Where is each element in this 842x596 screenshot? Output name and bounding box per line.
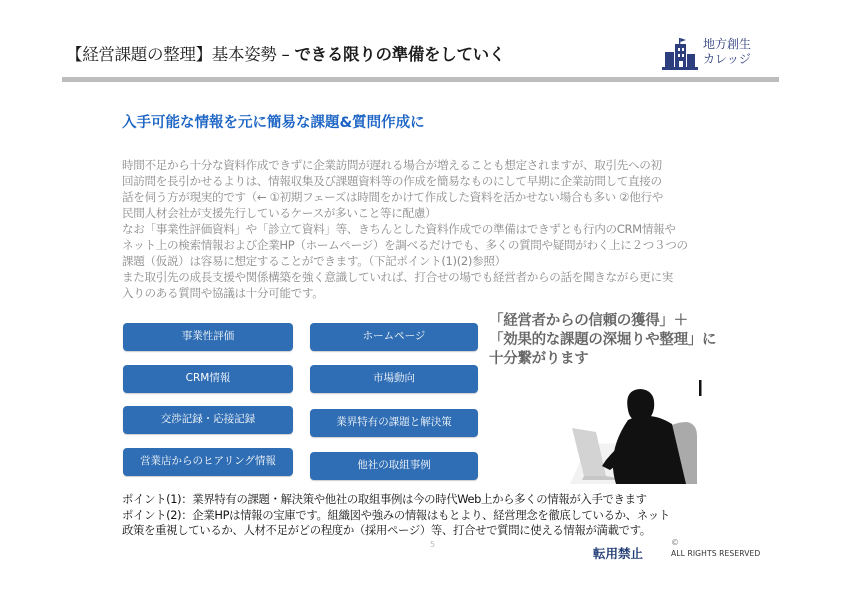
- source-box-branch-hearing: 営業店からのヒアリング情報: [123, 448, 293, 476]
- source-box-negotiation-records: 交渉記録・応接記録: [123, 406, 293, 434]
- slide-title-prefix: 【経営課題の整理】基本姿勢 –: [66, 45, 295, 64]
- point-line: 政策を重視しているか、人材不足がどの程度か（採用ページ）等、打合せで質問に使える情報が満載です。: [122, 523, 651, 537]
- callout-line: 「経営者からの信頼の獲得」＋: [489, 313, 688, 329]
- logo-wordmark: [703, 37, 751, 67]
- body-line: 課題（仮説）は容易に想定することができます。（下記ポイント(1)(2)参照）: [122, 254, 506, 268]
- callout-text: [489, 312, 716, 369]
- point-line: ポイント(1)：業界特有の課題・解決策や他社の取組事例は今の時代Web上から多くの情報が入手できます: [122, 492, 647, 506]
- building-flag-icon: [662, 38, 698, 70]
- key-points: [122, 492, 670, 539]
- body-line: 時間不足から十分な資料作成できずに企業訪問が遅れる場合が増えることも想定されますが、取引先への初: [122, 158, 662, 172]
- source-box-competitor-cases: 他社の取組事例: [310, 452, 478, 480]
- logo-line-2: カレッジ: [703, 52, 751, 66]
- body-line: 民間人材会社が支援先行しているケースが多いこと等に配慮）: [122, 206, 437, 220]
- source-box-crm: CRM情報: [123, 365, 293, 393]
- source-box-homepage: ホームページ: [310, 323, 478, 351]
- reuse-prohibited-label: 転用禁止: [593, 546, 644, 561]
- body-line: ネット上の検索情報および企業HP（ホームページ）を調べるだけでも、多くの質問や疑問がわく上に２つ３つの: [122, 238, 688, 252]
- body-line: 話を伺う方が現実的です（← ①初期フェーズは時間をかけて作成した資料を活かせない場合も多い ②他行や: [122, 190, 663, 204]
- slide-title: [66, 41, 505, 65]
- copyright-symbol: ©: [671, 538, 679, 547]
- source-box-business-evaluation: 事業性評価: [123, 323, 293, 351]
- callout-line: 「効果的な課題の深堀りや整理」に: [489, 332, 717, 348]
- rights-reserved: ALL RIGHTS RESERVED: [671, 549, 761, 558]
- section-heading: 入手可能な情報を元に簡易な課題&質問作成に: [122, 115, 425, 131]
- source-box-market-trends: 市場動向: [310, 365, 478, 393]
- header-divider: [62, 77, 779, 82]
- logo-line-1: 地方創生: [703, 37, 752, 51]
- person-at-laptop-silhouette: [566, 380, 702, 484]
- slide-title-emphasis: できる限りの準備をしていく: [294, 45, 506, 64]
- body-line: なお「事業性評価資料」や「診立て資料」等、きちんとした資料作成での準備はできずとも行内のCRM情報や: [122, 222, 676, 236]
- point-line: ポイント(2)：企業HPは情報の宝庫です。組織図や強みの情報はもとより、経営理念を徹底しているか、ネット: [122, 507, 670, 522]
- source-box-industry-issues: 業界特有の課題と解決策: [310, 409, 478, 437]
- body-line: 回訪問を長引かせるよりは、情報収集及び課題資料等の作成を簡易なものにして早期に企業訪問して直接の: [122, 174, 662, 188]
- page-number: 5: [430, 540, 436, 549]
- body-line: また取引先の成長支援や関係構築を強く意識していれば、打合せの場でも経営者からの話を聞きながら更に実: [122, 270, 673, 284]
- callout-line: 十分繋がります: [489, 351, 589, 367]
- body-line: 入りのある質問や協議は十分可能です。: [122, 286, 324, 300]
- body-paragraph: [122, 157, 732, 301]
